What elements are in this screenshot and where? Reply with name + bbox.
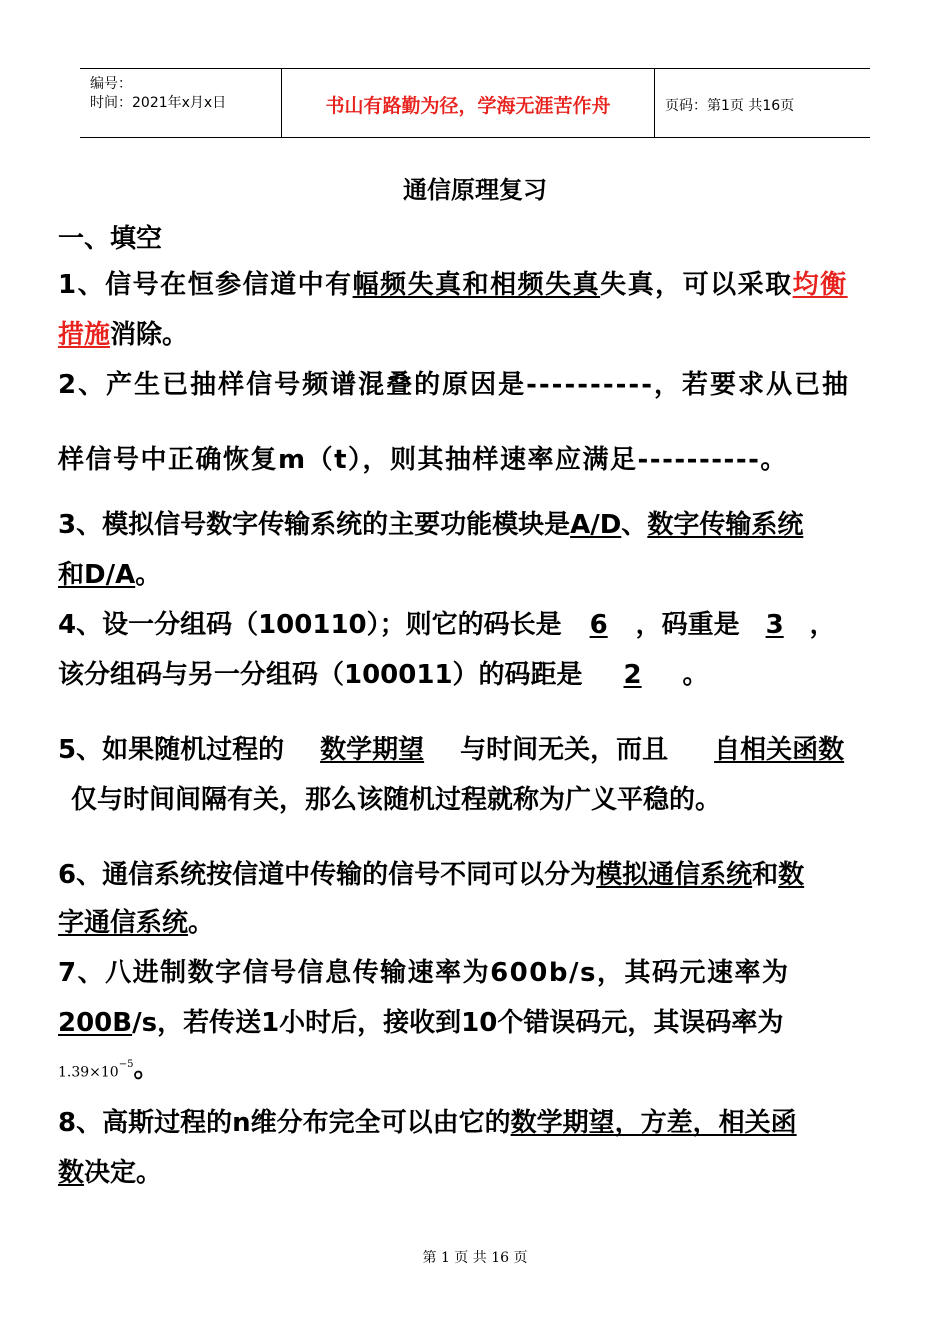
- q7-line3: [58, 1048, 159, 1090]
- header-table: [80, 68, 870, 138]
- q7-line2: [58, 1006, 797, 1040]
- q4-text-h: 。: [682, 660, 709, 690]
- q7-text-f: 。: [133, 1053, 160, 1084]
- q4-text-f: 该分组码与另一分组码（100011）的码距是: [58, 660, 583, 690]
- q8-text-d: 决定。: [84, 1158, 163, 1188]
- q8-line2: [58, 1156, 162, 1190]
- q1-line2: [58, 318, 188, 352]
- q8-line1: [58, 1106, 797, 1140]
- q6-answer-2b: 字通信系统: [58, 908, 189, 938]
- q3-answer-1: A/D: [570, 510, 622, 540]
- q5-text-e: 仅与时间间隔有关，那么该随机过程就称为广义平稳的。: [71, 785, 722, 815]
- q7-text-c: /s，若传送1小时后，接收到10个错误码元，其误码率为: [132, 1008, 784, 1038]
- q1-answer-2a: 均衡: [792, 270, 848, 300]
- q4-answer-2: 3: [765, 610, 784, 640]
- q6-text-c: 和: [752, 860, 779, 890]
- q8-answer-1b: 数: [58, 1158, 85, 1188]
- q7-answer-1: 200B: [58, 1008, 133, 1038]
- page-footer: 第 1 页 共 16 页: [422, 1250, 528, 1266]
- q4-text-e: ，: [809, 610, 836, 640]
- q6-text-a: 6、通信系统按信道中传输的信号不同可以分为: [58, 860, 597, 890]
- q2-line1: 2、产生已抽样信号频谱混叠的原因是----------，若要求从已抽: [58, 370, 851, 400]
- q3-answer-3: D/A: [84, 560, 136, 590]
- q1-answer-1: 幅频失真和相频失真: [352, 270, 601, 300]
- q6-line2: [58, 906, 214, 940]
- q3-text-c: 、: [621, 510, 648, 540]
- q4-answer-1: 6: [589, 610, 608, 640]
- q1-line1: [58, 268, 848, 302]
- q5-line2: [58, 783, 721, 817]
- q4-answer-3: 2: [623, 660, 642, 690]
- q3-text-g: 。: [135, 560, 162, 590]
- q7-answer-2: 1.39×10: [58, 1064, 119, 1081]
- q3-line1: [58, 508, 803, 542]
- q3-text-a: 3、模拟信号数字传输系统的主要功能模块是: [58, 510, 571, 540]
- q5-line1: [58, 733, 844, 767]
- q1-answer-2b: 措施: [58, 320, 111, 350]
- header-right-cell: [655, 69, 870, 137]
- header-left-cell: [80, 69, 282, 137]
- q6-answer-1: 模拟通信系统: [596, 860, 753, 890]
- header-middle-cell: [282, 69, 655, 137]
- q6-line1: [58, 858, 804, 892]
- date-label: 时间：2021年x月x日: [90, 95, 227, 111]
- q8-answer-1: 数学期望，方差，相关函: [510, 1108, 797, 1138]
- q6-answer-2a: 数: [778, 860, 805, 890]
- motto: 书山有路勤为径，学海无涯苦作舟: [325, 95, 611, 117]
- q4-line1: [58, 608, 836, 642]
- q3-text-e: 和: [58, 560, 85, 590]
- page-title: 通信原理复习: [403, 176, 547, 204]
- q3-answer-2: 数字传输系统: [647, 510, 804, 540]
- q4-text-a: 4、设一分组码（100110）；则它的码长是: [58, 610, 562, 640]
- q6-text-f: 。: [188, 908, 215, 938]
- q3-line2: [58, 558, 161, 592]
- section-heading: 一、填空: [58, 224, 163, 254]
- q5-text-c: 与时间无关，而且: [460, 735, 669, 765]
- q5-answer-1: 数学期望: [320, 735, 425, 765]
- code-label: 编号：: [90, 76, 132, 92]
- page-label: 页码：第1页 共16页: [665, 98, 795, 114]
- q7-line1: 7、八进制数字信号信息传输速率为600b/s，其码元速率为: [58, 958, 790, 988]
- q5-answer-2: 自相关函数: [714, 735, 845, 765]
- q7-answer-exp: −5: [118, 1059, 134, 1070]
- q2-line2: 样信号中正确恢复m（t），则其抽样速率应满足----------。: [58, 445, 788, 475]
- q8-text-a: 8、高斯过程的n维分布完全可以由它的: [58, 1108, 511, 1138]
- q1-text-a: 1、信号在恒参信道中有: [58, 270, 353, 300]
- q4-line2: [58, 658, 709, 692]
- q1-text-c: 失真，可以采取: [600, 270, 793, 300]
- q1-text-f: 消除。: [110, 320, 189, 350]
- q5-text-a: 5、如果随机过程的: [58, 735, 285, 765]
- q4-text-c: ，码重是: [635, 610, 740, 640]
